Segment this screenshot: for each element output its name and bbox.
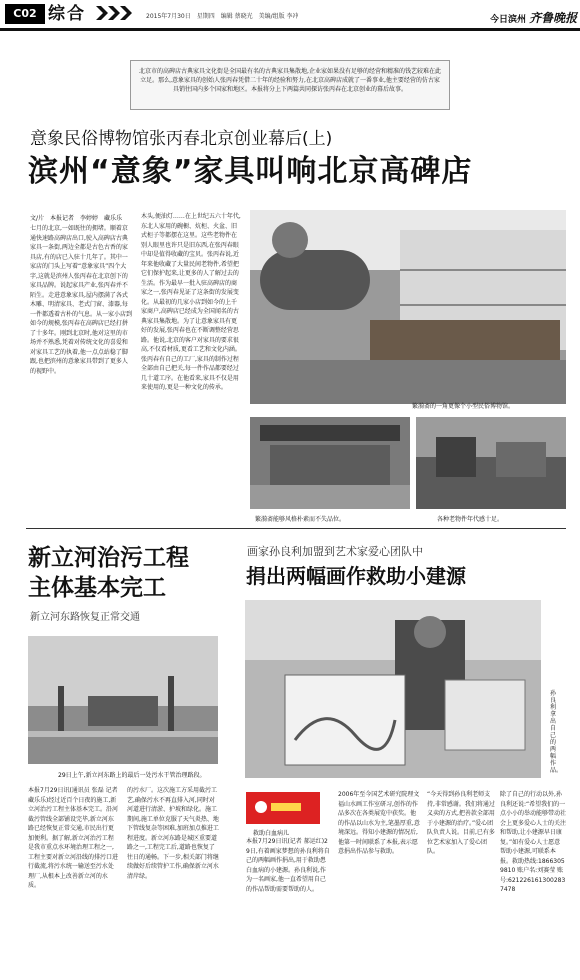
article1-main-photo — [250, 210, 566, 404]
article2-photo — [28, 636, 218, 764]
section-name: 综合 — [48, 4, 86, 24]
article1-photo-right — [416, 417, 566, 509]
article2-title-line2: 主体基本完工 — [28, 575, 166, 601]
page-number: C02 — [5, 4, 45, 24]
chevron-ornament-icon — [96, 6, 140, 20]
article3-photo-caption: 孙良利拿出自己的两幅作品。 — [550, 690, 563, 774]
article3-column-2: 2006年至今国艺术研究院理文福山水画工作室研习,创作的作品多次在各类展览中获奖。他的作品以山水为主,笔墨厚重,意境深远。得知小建源的情况后,他第一时间联系了本报,表示愿意捐出作品参与救助。 — [338, 791, 420, 855]
header-rule — [0, 28, 580, 31]
section-divider — [26, 528, 566, 529]
charity-badge-label: 救助白血病儿 — [253, 830, 290, 837]
intro-box: 北京市的高碑店古典家具文化街是全国最有名的古典家具集散地,企业家如果没有足够的经营和精准的钱艺较难在此立足。那么,意象家具的创始人张丙春凭借二十年的经验和努力,在北京高碑店成就了一番事业,他主要经营的仿古家具销往国内多个国家和地区。本报将分上下两篇共同探访张丙春在北京创业的幕后故事。 — [130, 60, 450, 110]
article2-subtitle: 新立河东路恢复正常交通 — [30, 612, 140, 623]
article2-column-2: 的污水厂。这次施工方采用截污工艺,确保污水不再直排入河,同时对河道进行清淤、护坡和绿化。施工期间,施工单位克服了天气炎热、地下管线复杂等困难,加班加点推进工程进度。新立河东路是城区重要道路之一,工程完工后,道路也恢复了往日的通畅。下一步,相关部门将继续做好后续管护工作,确保新立河水清岸绿。 — [127, 787, 219, 880]
article1-main-caption: 繁漪斋的一角更像个小型民俗博物馆。 — [412, 403, 515, 410]
article3-photo — [245, 600, 541, 778]
dateline: 2015年7月30日 星期四 编辑 蔡晓光 美编/组版 李冲 — [146, 13, 299, 20]
article2-title-line1: 新立河治污工程 — [28, 545, 189, 571]
article1-byline: 文/片 本报记者 李婷婷 藏乐乐 — [30, 215, 123, 222]
article2-photo-caption: 29日上午,新立河东路上的最后一处污水干管治理路段。 — [58, 772, 206, 779]
article1-subtitle: 意象民俗博物馆张丙春北京创业幕后(上) — [30, 129, 333, 149]
article1-column-2: 木头,便油灯……在上世纪五六十年代,东北人家用的碗橱、炕柜、火盆、旧式柜子等都摆在这里。这些老物件在别人眼里也许只是旧东西,在张丙春眼中却是值得收藏的宝贝。张丙春说,近年来他收藏了大量民间老物件,希望把它们保护起来,让更多的人了解过去的生活。作为最早一批入驻高碑店的商家之一,张丙春见证了这条街的发展变化。从最初的几家小店到如今的上千家商户,高碑店已经成为全国闻名的古典家具集散地。为了让意象家具有更好的发展,张丙春也在不断调整经营思路。他说,北京的客户对家具的要求很高,不仅看材质,更看工艺和文化内涵。张丙春有自己的工厂,家具的制作过程全部由自己把关,每一件作品都要经过几十道工序。在他看来,家具不仅是用来使用的,更是一种文化的传承。 — [141, 213, 241, 391]
article3-column-3: “今天得到孙良利老师支持,非常感谢。我们将通过义卖的方式,把善款全部用于小建源的治疗。”爱心团队负责人说。目前,已有多位艺术家加入了爱心团队。 — [427, 791, 495, 855]
article1-left-caption: 繁漪斋能够风格朴素而不失品位。 — [255, 516, 346, 523]
article3-title: 捐出两幅画作救助小建源 — [246, 564, 466, 588]
charity-badge-icon — [253, 800, 303, 814]
article3-column-4: 除了自己的行动以外,孙良利还说:“希望我们的一点小小的举动能够带动社会上更多爱心人士的关注和帮助,让小建源早日康复。”如有爱心人士愿意帮助小建源,可联系本报。救助热线:18663059810 账户名:刘赛莹 账号:6212261613002837478 — [500, 791, 566, 893]
article3-column-1: 本报7月29日讯(记者 郝运红)29日,有着画家梦想的孙良利将自己的两幅画作捐出,用于救助患白血病的小建源。孙良利说,作为一名画家,他一直希望用自己的作品帮助需要帮助的人。 — [246, 838, 330, 893]
brand-prefix: 今日滨州 — [490, 15, 527, 25]
article2-column-1: 本报7月29日讯(通讯员 张磊 记者 藏乐乐)经过近百个日夜的施工,新立河治污工程主体基本完工。沿河截污管线全部铺设完毕,新立河东路已经恢复正常交通,市民出行更加便利。据了解,新立河治污工程是我市重点水环境治理工程之一,工程主要对新立河沿线的排污口进行截流,将污水统一输送至污水处理厂,从根本上改善新立河的水质。 — [28, 787, 118, 889]
article1-photo-left — [250, 417, 410, 509]
article1-right-caption: 各种老物件年代感十足。 — [437, 516, 504, 523]
brand-script: 齐鲁晚报 — [529, 11, 578, 25]
article3-subtitle: 画家孙良利加盟到艺术家爱心团队中 — [247, 545, 423, 558]
masthead-brand — [490, 9, 577, 26]
page-header — [0, 0, 580, 30]
article1-title: 滨州“意象”家具叫响北京高碑店 — [28, 154, 473, 189]
article1-column-1: 七月的北京,一如既往的拥堵。顺着京通快速路高碑店出口,驶入高碑店古典家具一条街,两边全都是古色古香的家具店,有的店已入驻十几年了。其中一家店的门头上写着“意象家具”四个大字,这就是滨州人张丙春在北京创下的家具品牌。说起家具产业,张丙春并不陌生。走进意象家具,屋内摆满了各式木雕、明清家具、老式门窗、漆器,每一件都透着古朴的气息。从一家小店到如今的规模,张丙春在高碑店已经打拼了十多年。刚到北京时,他对这里的市场并不熟悉,凭着对传统文化的喜爱和对家具工艺的执着,他一点点站稳了脚跟,也把滨州的意象家具带到了更多人的视野中。 — [30, 225, 132, 375]
